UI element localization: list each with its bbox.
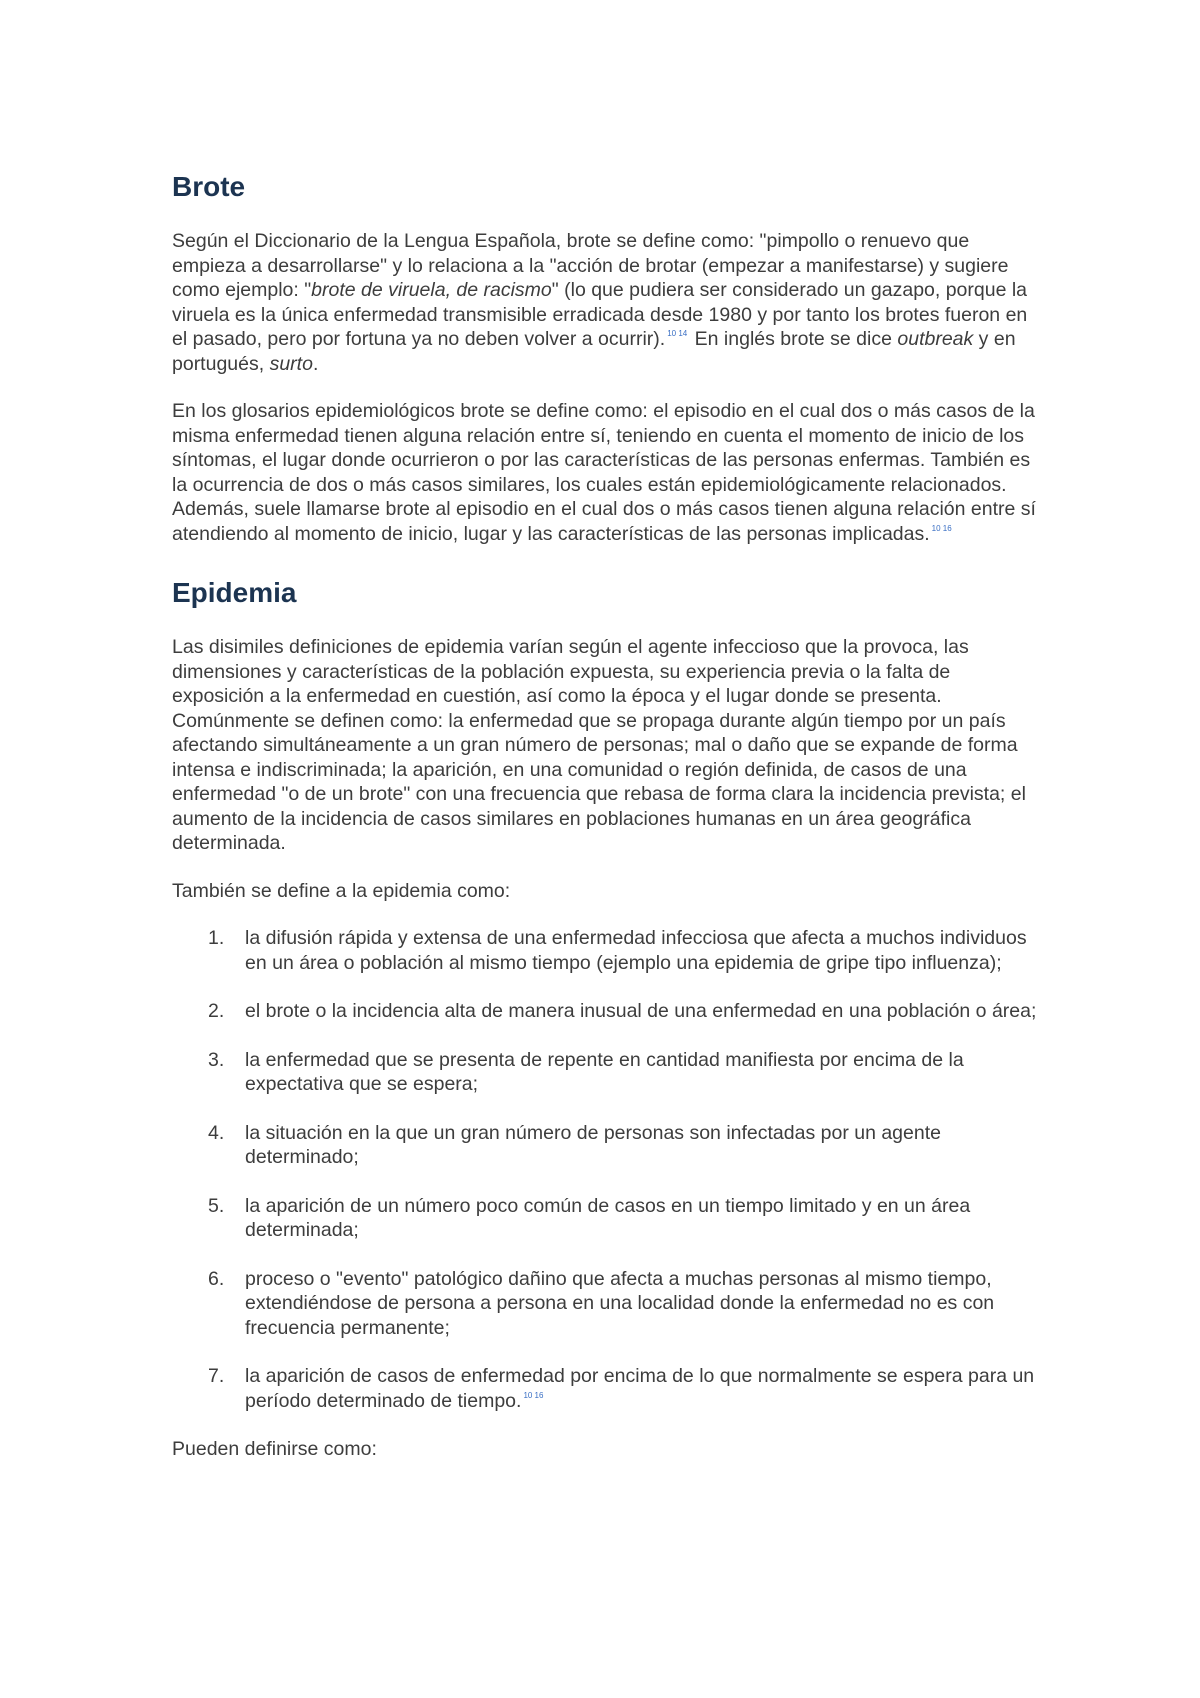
text-segment: " (lo que pudiera ser considerado un gazapo, porque la viruela es la única enfermedad transmisible erradicada desde 1980 y por tanto los brotes fueron en el pasado, pero por fortuna ya no deben volver a ocurrir). <box>172 279 1028 350</box>
list-item <box>172 1121 1042 1170</box>
italic-example: brote de viruela, de racismo <box>311 279 552 301</box>
text-segment: . <box>312 352 319 375</box>
list-number: 2. <box>208 1000 225 1022</box>
list-item <box>172 1048 1042 1097</box>
list-number: 6. <box>208 1267 225 1290</box>
list-item <box>172 926 1042 975</box>
text-segment: En inglés brote se dice <box>689 328 898 350</box>
heading-epidemia: Epidemia <box>172 577 297 608</box>
list-item-text: la aparición de un número poco común de casos en un tiempo limitado y en un área determinada; <box>245 1194 971 1241</box>
italic-term-outbreak: outbreak <box>897 328 974 350</box>
list-item-text: la aparición de casos de enfermedad por encima de lo que normalmente se espera para un período determinado de tiempo. <box>245 1365 1035 1412</box>
brote-paragraph-2 <box>172 399 1042 546</box>
list-number: 7. <box>208 1365 225 1387</box>
list-item-text: la difusión rápida y extensa de una enfermedad infecciosa que afecta a muchos individuos en un área o población al mismo tiempo (ejemplo una epidemia de gripe tipo influenza); <box>245 927 1027 974</box>
text-segment: y en portugués, <box>172 328 1016 375</box>
brote-paragraph-1 <box>172 229 1042 376</box>
heading-brote: Brote <box>172 171 246 202</box>
text-segment: Según el Diccionario de la Lengua Española, brote se define como: "pimpollo o renuevo que empieza a desarrollarse" y lo relaciona a la "acción de brotar (empezar a manifestarse) y sugiere como ejemplo: " <box>172 230 1009 301</box>
list-number: 3. <box>208 1048 225 1071</box>
reference-link[interactable]: 10 16 <box>523 1390 544 1400</box>
epidemia-definitions-list <box>172 926 1042 1413</box>
list-item <box>172 999 1042 1024</box>
list-item-text: la situación en la que un gran número de personas son infectadas por un agente determinado; <box>245 1121 941 1168</box>
reference-link[interactable]: 10 16 <box>931 523 952 533</box>
list-number: 4. <box>208 1121 225 1144</box>
list-item-text: la enfermedad que se presenta de repente en cantidad manifiesta por encima de la expectativa que se espera; <box>245 1048 964 1095</box>
text-segment: En los glosarios epidemiológicos brote se define como: el episodio en el cual dos o más casos de la misma enfermedad tienen alguna relación entre sí, teniendo en cuenta el momento de inicio de los síntomas, el lugar donde ocurrieron o por las características de las personas enfermas. También es la ocurrencia de dos o más casos similares, los cuales están epidemiológicamente relacionados. Además, suele llamarse brote al episodio en el cual dos o más casos tienen alguna relación entre sí atendiendo al momento de inicio, lugar y las características de las personas implicadas. <box>172 400 1036 545</box>
epidemia-paragraph-2: También se define a la epidemia como: <box>172 879 511 902</box>
list-item-text: el brote o la incidencia alta de manera inusual de una enfermedad en una población o área; <box>245 1000 1037 1022</box>
italic-term-surto: surto <box>269 352 313 375</box>
list-number: 1. <box>208 927 225 949</box>
list-item-text: proceso o "evento" patológico dañino que afecta a muchas personas al mismo tiempo, extendiéndose de persona a persona en una localidad donde la enfermedad no es con frecuencia permanente; <box>245 1267 995 1339</box>
list-item <box>172 1364 1042 1413</box>
list-item <box>172 1194 1042 1243</box>
document-page <box>172 170 1042 1485</box>
list-number: 5. <box>208 1194 225 1217</box>
list-item <box>172 1267 1042 1341</box>
epidemia-paragraph-1: Las disimiles definiciones de epidemia varían según el agente infeccioso que la provoca, las dimensiones y características de la población expuesta, su experiencia previa o la falta de exposición a la enfermedad en cuestión, así como la época y el lugar donde se presenta. Comúnmente se definen como: la enfermedad que se propaga durante algún tiempo por un país afectando simultáneamente a un gran número de personas; mal o daño que se expande de forma intensa e indiscriminada; la aparición, en una comunidad o región definida, de casos de una enfermedad "o de un brote" con una frecuencia que rebasa de forma clara la incidencia prevista; el aumento de la incidencia de casos similares en poblaciones humanas en un área geográfica determinada. <box>172 636 1026 854</box>
reference-link[interactable]: 10 14 <box>667 329 688 338</box>
epidemia-paragraph-3: Pueden definirse como: <box>172 1438 377 1460</box>
